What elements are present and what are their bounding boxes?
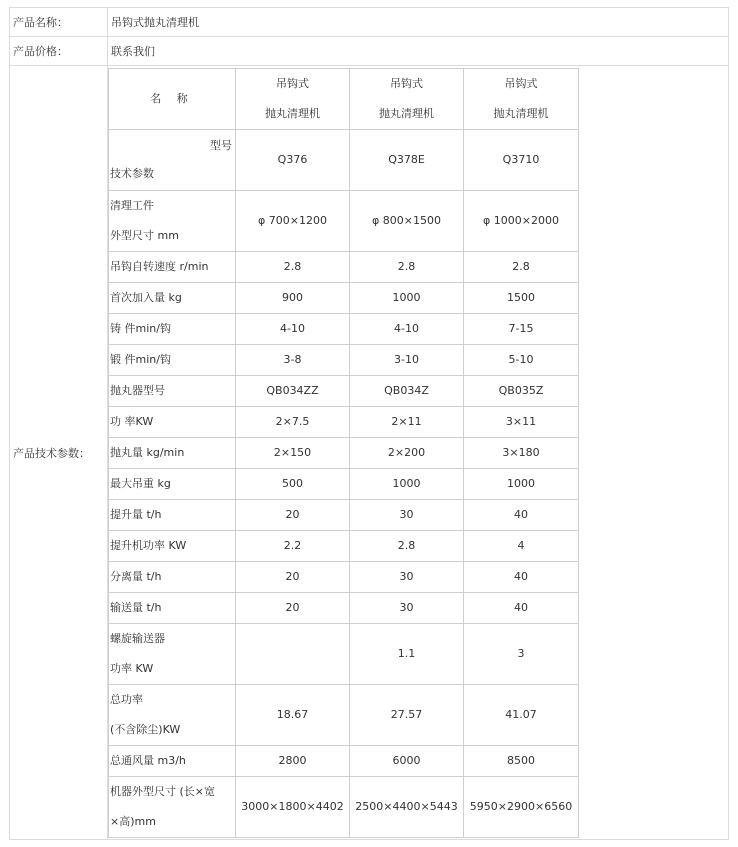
param-value-cell: 2×11 xyxy=(350,407,464,438)
param-value-cell: φ 700×1200 xyxy=(236,191,350,252)
param-value-cell: φ 1000×2000 xyxy=(464,191,579,252)
model-col-3: Q3710 xyxy=(464,130,579,191)
param-value-cell: 1.1 xyxy=(350,624,464,685)
param-name-cell: 功 率KW xyxy=(109,407,236,438)
param-value-cell: φ 800×1500 xyxy=(350,191,464,252)
product-spec-row xyxy=(10,66,729,840)
table-row xyxy=(109,191,579,252)
param-name-cell: 提升量 t/h xyxy=(109,500,236,531)
param-value-cell: 5950×2900×6560 xyxy=(464,777,579,838)
param-name-cell: 抛丸器型号 xyxy=(109,376,236,407)
param-value-cell: 1000 xyxy=(350,283,464,314)
product-name-value: 吊钩式抛丸清理机 xyxy=(108,8,729,37)
param-value-cell: 40 xyxy=(464,562,579,593)
param-value-cell: 3-8 xyxy=(236,345,350,376)
table-row xyxy=(109,438,579,469)
header-col-3 xyxy=(464,69,579,130)
table-row xyxy=(109,407,579,438)
param-value-cell: 7-15 xyxy=(464,314,579,345)
header-col-3-line2: 抛丸清理机 xyxy=(493,107,549,120)
param-name-cell: 总通风量 m3/h xyxy=(109,746,236,777)
param-value-cell: 4-10 xyxy=(350,314,464,345)
param-value-cell: 30 xyxy=(350,593,464,624)
param-value-cell: 3000×1800×4402 xyxy=(236,777,350,838)
param-value-cell: 18.67 xyxy=(236,685,350,746)
param-value-cell: 1500 xyxy=(464,283,579,314)
header-col-2-line2: 抛丸清理机 xyxy=(379,107,434,120)
param-name-cell: 首次加入量 kg xyxy=(109,283,236,314)
param-value-cell: 2500×4400×5443 xyxy=(350,777,464,838)
param-value-cell: 1000 xyxy=(350,469,464,500)
table-row xyxy=(109,252,579,283)
product-price-value: 联系我们 xyxy=(108,37,729,66)
param-value-cell: 2.8 xyxy=(350,531,464,562)
param-value-cell: QB035Z xyxy=(464,376,579,407)
param-name-cell: 铸 件min/钩 xyxy=(109,314,236,345)
param-name-line1: 机器外型尺寸 (长×宽 xyxy=(110,785,216,798)
table-row xyxy=(109,345,579,376)
spec-header-row xyxy=(109,69,579,130)
param-value-cell: 20 xyxy=(236,562,350,593)
param-name-line2: ×高)mm xyxy=(110,815,156,828)
table-row xyxy=(109,624,579,685)
param-value-cell: QB034ZZ xyxy=(236,376,350,407)
param-value-cell: 6000 xyxy=(350,746,464,777)
param-value-cell: 4 xyxy=(464,531,579,562)
param-value-cell: 40 xyxy=(464,500,579,531)
param-value-cell: 27.57 xyxy=(350,685,464,746)
param-value-cell: 3×180 xyxy=(464,438,579,469)
product-name-label: 产品名称： xyxy=(10,8,108,37)
param-value-cell: 2×200 xyxy=(350,438,464,469)
param-value-cell: 2.8 xyxy=(350,252,464,283)
header-col-2 xyxy=(350,69,464,130)
header-col-1-line2: 抛丸清理机 xyxy=(265,107,320,120)
param-value-cell: 30 xyxy=(350,500,464,531)
param-name-cell: 提升机功率 KW xyxy=(109,531,236,562)
header-col-1-line1: 吊钩式 xyxy=(276,77,309,90)
model-label-bottom: 技术参数 xyxy=(110,167,154,180)
param-value-cell: 4-10 xyxy=(236,314,350,345)
model-label-top: 型号 xyxy=(210,139,232,152)
param-value-cell: 3×11 xyxy=(464,407,579,438)
product-spec-label: 产品技术参数： xyxy=(10,66,108,840)
param-value-cell: 40 xyxy=(464,593,579,624)
table-row xyxy=(109,469,579,500)
table-row xyxy=(109,562,579,593)
table-row xyxy=(109,376,579,407)
product-price-label: 产品价格： xyxy=(10,37,108,66)
header-col-2-line1: 吊钩式 xyxy=(390,77,423,90)
param-value-cell: 900 xyxy=(236,283,350,314)
table-row xyxy=(109,531,579,562)
header-param-name: 名 称 xyxy=(109,69,236,130)
param-value-cell: 3-10 xyxy=(350,345,464,376)
param-value-cell: 5-10 xyxy=(464,345,579,376)
model-label-cell xyxy=(109,130,236,191)
param-value-cell: 2.2 xyxy=(236,531,350,562)
product-info-table xyxy=(9,7,729,840)
table-row xyxy=(109,500,579,531)
param-name-line2: (不含除尘)KW xyxy=(110,723,181,736)
param-value-cell: 2.8 xyxy=(236,252,350,283)
param-value-cell: 41.07 xyxy=(464,685,579,746)
param-name-line1: 清理工件 xyxy=(110,199,154,212)
table-row xyxy=(109,283,579,314)
param-name-cell: 输送量 t/h xyxy=(109,593,236,624)
param-value-cell: 2.8 xyxy=(464,252,579,283)
table-row xyxy=(109,746,579,777)
param-name-cell: 最大吊重 kg xyxy=(109,469,236,500)
param-name-line2: 功率 KW xyxy=(110,662,154,675)
param-value-cell: 20 xyxy=(236,593,350,624)
param-value-cell: 1000 xyxy=(464,469,579,500)
param-value-cell: 2800 xyxy=(236,746,350,777)
param-value-cell: 30 xyxy=(350,562,464,593)
param-name-cell xyxy=(109,685,236,746)
product-name-row xyxy=(10,8,729,37)
param-name-cell xyxy=(109,777,236,838)
model-col-1: Q376 xyxy=(236,130,350,191)
param-value-cell: 2×7.5 xyxy=(236,407,350,438)
table-row xyxy=(109,685,579,746)
table-row xyxy=(109,314,579,345)
param-name-cell: 锻 件min/钩 xyxy=(109,345,236,376)
param-name-line1: 螺旋输送器 xyxy=(110,632,165,645)
spec-model-row xyxy=(109,130,579,191)
header-col-1 xyxy=(236,69,350,130)
param-value-cell: QB034Z xyxy=(350,376,464,407)
param-name-line2: 外型尺寸 mm xyxy=(110,229,179,242)
param-value-cell: 500 xyxy=(236,469,350,500)
model-col-2: Q378E xyxy=(350,130,464,191)
table-row xyxy=(109,593,579,624)
product-spec-cell xyxy=(108,66,729,840)
param-name-cell: 抛丸量 kg/min xyxy=(109,438,236,469)
param-name-line1: 总功率 xyxy=(110,693,143,706)
table-row xyxy=(109,777,579,838)
product-price-row xyxy=(10,37,729,66)
param-name-cell xyxy=(109,624,236,685)
param-name-cell: 分离量 t/h xyxy=(109,562,236,593)
param-value-cell: 2×150 xyxy=(236,438,350,469)
param-value-cell xyxy=(236,624,350,685)
param-value-cell: 8500 xyxy=(464,746,579,777)
spec-body xyxy=(109,191,579,838)
param-value-cell: 20 xyxy=(236,500,350,531)
param-name-cell: 吊钩自转速度 r/min xyxy=(109,252,236,283)
param-name-cell xyxy=(109,191,236,252)
header-col-3-line1: 吊钩式 xyxy=(504,77,538,90)
spec-table xyxy=(108,68,579,838)
param-value-cell: 3 xyxy=(464,624,579,685)
